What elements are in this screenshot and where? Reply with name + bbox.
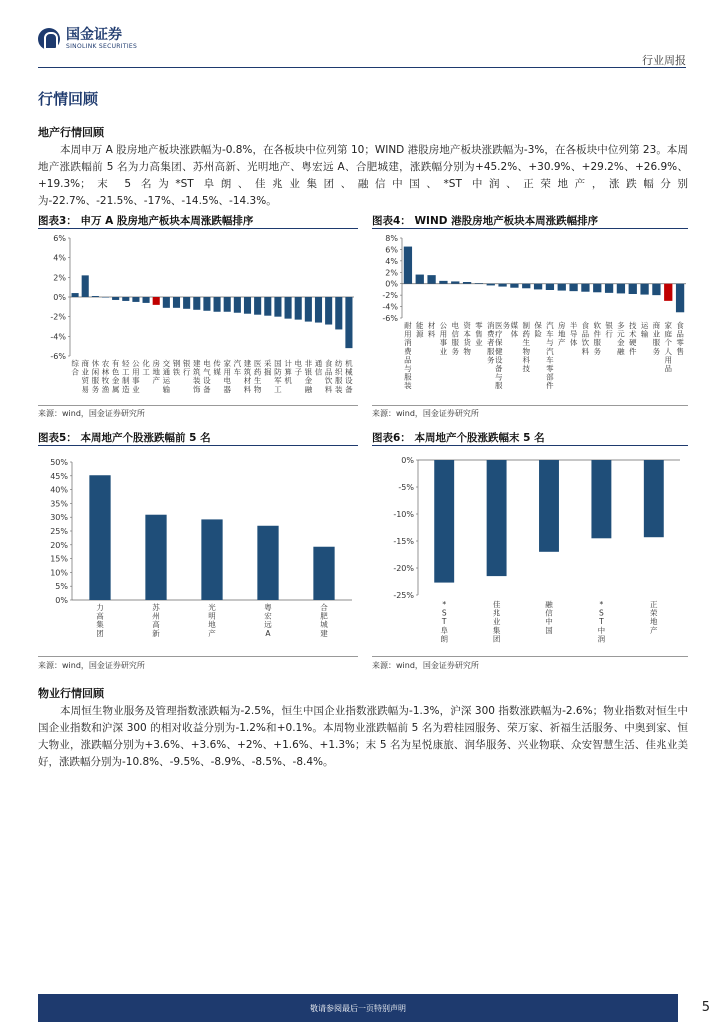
y-tick-label: 4%: [385, 256, 398, 266]
fig6-title: 图表6： 本周地产个股涨跌幅末 5 名: [372, 430, 688, 446]
fig5-chart: [38, 452, 358, 652]
y-tick-label: 20%: [50, 540, 68, 550]
real-estate-paragraph: 本周申万 A 股房地产板块涨跌幅为-0.8%，在各板块中位列第 10；WIND 港股房地产板块涨跌幅为-3%，在各板块中位列第 23。本周地产涨跌幅前 5 名为力高集团、苏州高新、光明地产、粤宏远 A、合肥城建，涨跌幅分别为+45.2%、+30.9%、+29.2%、+26.9%、+19.3%；末 5 名为*ST 阜朗、佳兆业集团、融信中国、*ST 中润、正荣地产，涨跌幅分别为-22.7%、-21.5%、-17%、-14.5%、-14.3%。: [38, 144, 688, 207]
y-tick-label: 50%: [50, 458, 68, 467]
bar: [539, 460, 559, 552]
company-logo: [38, 28, 137, 50]
y-tick-label: -2%: [382, 291, 398, 301]
category-label: 银行: [182, 359, 191, 377]
logo-icon: [38, 28, 60, 50]
bar: [427, 275, 435, 284]
category-label: 房地产: [558, 321, 566, 348]
y-tick-label: 10%: [50, 568, 68, 578]
category-label: 电气设备: [203, 359, 211, 394]
y-tick-label: 0%: [385, 279, 398, 289]
logo-cn-text: 国金证券: [66, 27, 122, 43]
fig4-chart: [372, 232, 688, 404]
category-label: 建筑材料: [243, 359, 252, 394]
bar: [274, 297, 281, 317]
category-label: 计算机: [284, 359, 292, 386]
fig6-source-divider: [372, 656, 688, 657]
category-label: 保险: [534, 321, 542, 339]
bar: [82, 275, 89, 297]
bar: [605, 284, 613, 293]
category-label: 食品饮料: [324, 359, 333, 394]
bar: [664, 284, 672, 301]
y-tick-label: -5%: [398, 483, 414, 492]
bar: [652, 284, 660, 295]
bar: [345, 297, 352, 348]
category-label: 运输: [640, 321, 649, 339]
bar: [335, 297, 342, 329]
bar: [593, 284, 601, 293]
category-label: 软件服务: [593, 321, 601, 356]
bar: [102, 297, 109, 298]
y-tick-label: 6%: [385, 245, 398, 255]
bar: [264, 297, 271, 316]
category-label: 汽车与汽车零部件: [546, 321, 554, 391]
category-label: 轻工制造: [122, 359, 130, 394]
section-title: 行情回顾: [38, 90, 99, 108]
category-label: 商业服务: [652, 321, 661, 356]
category-label: 消费者服务: [487, 321, 495, 365]
y-tick-label: 2%: [385, 268, 398, 278]
y-tick-label: -15%: [393, 537, 414, 546]
category-label: 零售业: [475, 321, 483, 348]
category-label: 材料: [427, 321, 436, 339]
bar: [591, 460, 611, 538]
property-subtitle: 物业行情回顾: [38, 687, 104, 700]
footer-disclaimer: 敬请参阅最后一页特别声明: [310, 1004, 406, 1013]
category-label: 资本货物: [463, 321, 471, 356]
bar: [92, 296, 99, 297]
bar: [581, 284, 589, 292]
y-tick-label: 35%: [50, 499, 68, 509]
fig4-source-divider: [372, 405, 688, 406]
bar: [534, 284, 542, 290]
category-label: 医药生物: [253, 359, 262, 394]
category-label: 食品饮料: [581, 321, 590, 356]
y-tick-label: 6%: [53, 234, 66, 243]
footer-bar: [38, 994, 678, 1022]
category-label: 粤宏远 A: [264, 603, 272, 638]
y-tick-label: 40%: [50, 485, 68, 495]
bar: [183, 297, 190, 309]
property-paragraph: 本周恒生物业服务及管理指数涨跌幅为-2.5%，恒生中国企业指数涨跌幅为-1.3%，沪深 300 指数涨跌幅为-2.6%；物业指数对恒生中国企业指数和沪深 300 的相对收益分别为-1.2%和+0.1%。本周物业涨跌幅前 5 名为碧桂园服务、荣万家、祈福生活服务、中奥到家、恒大物业，涨跌幅分别为+3.6%、+3.6%、+2%、+1.6%、+1.3%；末 5 名为星悦康旅、润华服务、兴业物联、众安智慧生活、佳兆业美好，涨跌幅分别为-10.8%、-9.5%、-8.9%、-8.5%、-8.4%。: [38, 705, 688, 768]
fig3-source-divider: [38, 405, 358, 406]
category-label: 电信服务: [451, 321, 459, 356]
category-label: 有色金属: [111, 359, 120, 394]
bar: [201, 519, 222, 600]
fig5-source-divider: [38, 656, 358, 657]
fig4-title: 图表4： WIND 港股房地产板块本周涨跌幅排序: [372, 213, 688, 229]
category-label: 制药生物科技: [522, 321, 530, 373]
y-tick-label: -10%: [393, 510, 414, 519]
category-label: 媒体: [510, 321, 519, 339]
fig6-source: 来源：wind，国金证券研究所: [372, 661, 479, 670]
y-tick-label: 8%: [385, 234, 398, 243]
category-label: * S T 中润: [597, 600, 606, 644]
bar: [676, 284, 684, 313]
category-label: 光明地产: [208, 603, 216, 638]
bar: [463, 282, 471, 284]
category-label: 半导体: [569, 321, 578, 348]
bar: [451, 281, 459, 283]
category-label: 佳兆业集团: [492, 600, 501, 644]
y-tick-label: 4%: [53, 253, 66, 263]
category-label: 纺织服装: [335, 359, 343, 394]
real-estate-subtitle: 地产行情回顾: [38, 126, 104, 139]
bar: [305, 297, 312, 322]
bar: [122, 297, 129, 301]
bar: [629, 284, 637, 294]
y-tick-label: -6%: [50, 352, 66, 361]
category-label: 医疗保健设备与服务: [495, 321, 511, 391]
bar: [295, 297, 302, 320]
bar: [487, 460, 507, 576]
bar: [112, 297, 119, 300]
y-tick-label: 0%: [401, 456, 414, 465]
bar: [439, 281, 447, 284]
category-label: 传媒: [213, 359, 221, 377]
y-tick-label: 0%: [53, 293, 66, 302]
fig3-chart: [38, 232, 358, 402]
category-label: 能源: [416, 321, 424, 339]
category-label: 融信中国: [545, 600, 553, 635]
bar: [234, 297, 241, 313]
category-label: 力高集团: [96, 603, 104, 638]
bar: [434, 460, 454, 583]
bar: [644, 460, 664, 537]
header-divider: [38, 67, 686, 68]
fig6-chart: [372, 452, 688, 652]
bar: [173, 297, 180, 308]
category-label: 非银金融: [304, 359, 313, 394]
bar: [315, 297, 322, 323]
bar: [244, 297, 251, 314]
bar: [313, 547, 334, 600]
category-label: 化工: [142, 359, 150, 377]
category-label: 建筑装饰: [193, 359, 201, 394]
bar: [203, 297, 210, 311]
y-tick-label: -2%: [50, 312, 66, 322]
category-label: 家庭个人用品: [664, 321, 672, 373]
category-label: 农林牧渔: [101, 359, 110, 394]
bar: [224, 297, 231, 312]
y-tick-label: 5%: [55, 582, 68, 592]
y-tick-label: -25%: [393, 591, 414, 600]
category-label: 公用事业: [439, 321, 448, 356]
category-label: 银行: [605, 321, 613, 339]
y-tick-label: 2%: [53, 273, 66, 283]
category-label: 国防军工: [274, 359, 282, 394]
y-tick-label: -4%: [50, 332, 66, 342]
bar: [617, 284, 625, 294]
bar: [72, 293, 79, 297]
bar: [522, 284, 530, 289]
category-label: 多元金融: [617, 321, 625, 356]
bar: [145, 515, 166, 600]
category-label: 技术硬件: [629, 321, 637, 356]
bar: [163, 297, 170, 308]
bar: [510, 284, 518, 288]
bar: [325, 297, 332, 325]
y-tick-label: 0%: [55, 596, 68, 605]
y-tick-label: 30%: [50, 513, 68, 523]
bar: [569, 284, 577, 291]
bar: [285, 297, 292, 319]
bar: [193, 297, 200, 310]
bar: [404, 247, 412, 284]
category-label: 食品零售: [676, 321, 684, 356]
category-label: 休闲服务: [91, 359, 100, 394]
bar: [546, 284, 554, 290]
category-label: 通信: [314, 359, 323, 377]
category-label: 综合: [71, 359, 79, 377]
bar: [89, 475, 110, 600]
category-label: 苏州高新: [152, 603, 160, 638]
fig3-title: 图表3： 申万 A 股房地产板块本周涨跌幅排序: [38, 213, 358, 229]
bar: [214, 297, 221, 312]
category-label: 钢铁: [172, 359, 181, 377]
category-label: 交通运输: [162, 359, 171, 394]
bar: [498, 284, 506, 287]
y-tick-label: -4%: [382, 302, 398, 312]
bar: [640, 284, 648, 295]
y-tick-label: 25%: [50, 527, 68, 536]
y-tick-label: 15%: [50, 554, 68, 564]
bar: [254, 297, 261, 315]
report-type-label: 行业周报: [642, 54, 686, 67]
category-label: 公用事业: [132, 359, 140, 394]
category-label: 汽车: [233, 359, 242, 377]
category-label: 家用电器: [223, 359, 231, 394]
bar: [558, 284, 566, 291]
fig5-title: 图表5： 本周地产个股涨跌幅前 5 名: [38, 430, 358, 446]
category-label: 电子: [294, 359, 302, 377]
category-label: 房地产: [152, 359, 160, 386]
bar: [153, 297, 160, 305]
y-tick-label: 45%: [50, 471, 68, 481]
bar: [257, 526, 278, 600]
bar: [132, 297, 139, 302]
bar: [475, 283, 483, 284]
category-label: 商业贸易: [81, 359, 89, 394]
bar: [143, 297, 150, 303]
fig3-source: 来源：wind，国金证券研究所: [38, 409, 145, 418]
bar: [416, 275, 424, 284]
fig4-source: 来源：wind，国金证券研究所: [372, 409, 479, 418]
y-tick-label: -20%: [393, 564, 414, 573]
category-label: 采掘: [264, 359, 272, 377]
category-label: * S T 阜朗: [440, 600, 448, 644]
category-label: 合肥城建: [320, 603, 328, 638]
category-label: 正荣地产: [650, 600, 658, 635]
bar: [487, 284, 495, 286]
logo-en-text: SINOLINK SECURITIES: [66, 43, 138, 50]
fig5-source: 来源：wind，国金证券研究所: [38, 661, 145, 670]
category-label: 耐用消费品与服装: [404, 321, 412, 391]
category-label: 机械设备: [345, 359, 353, 394]
page-number: 5: [701, 1000, 710, 1015]
y-tick-label: -6%: [382, 314, 398, 323]
